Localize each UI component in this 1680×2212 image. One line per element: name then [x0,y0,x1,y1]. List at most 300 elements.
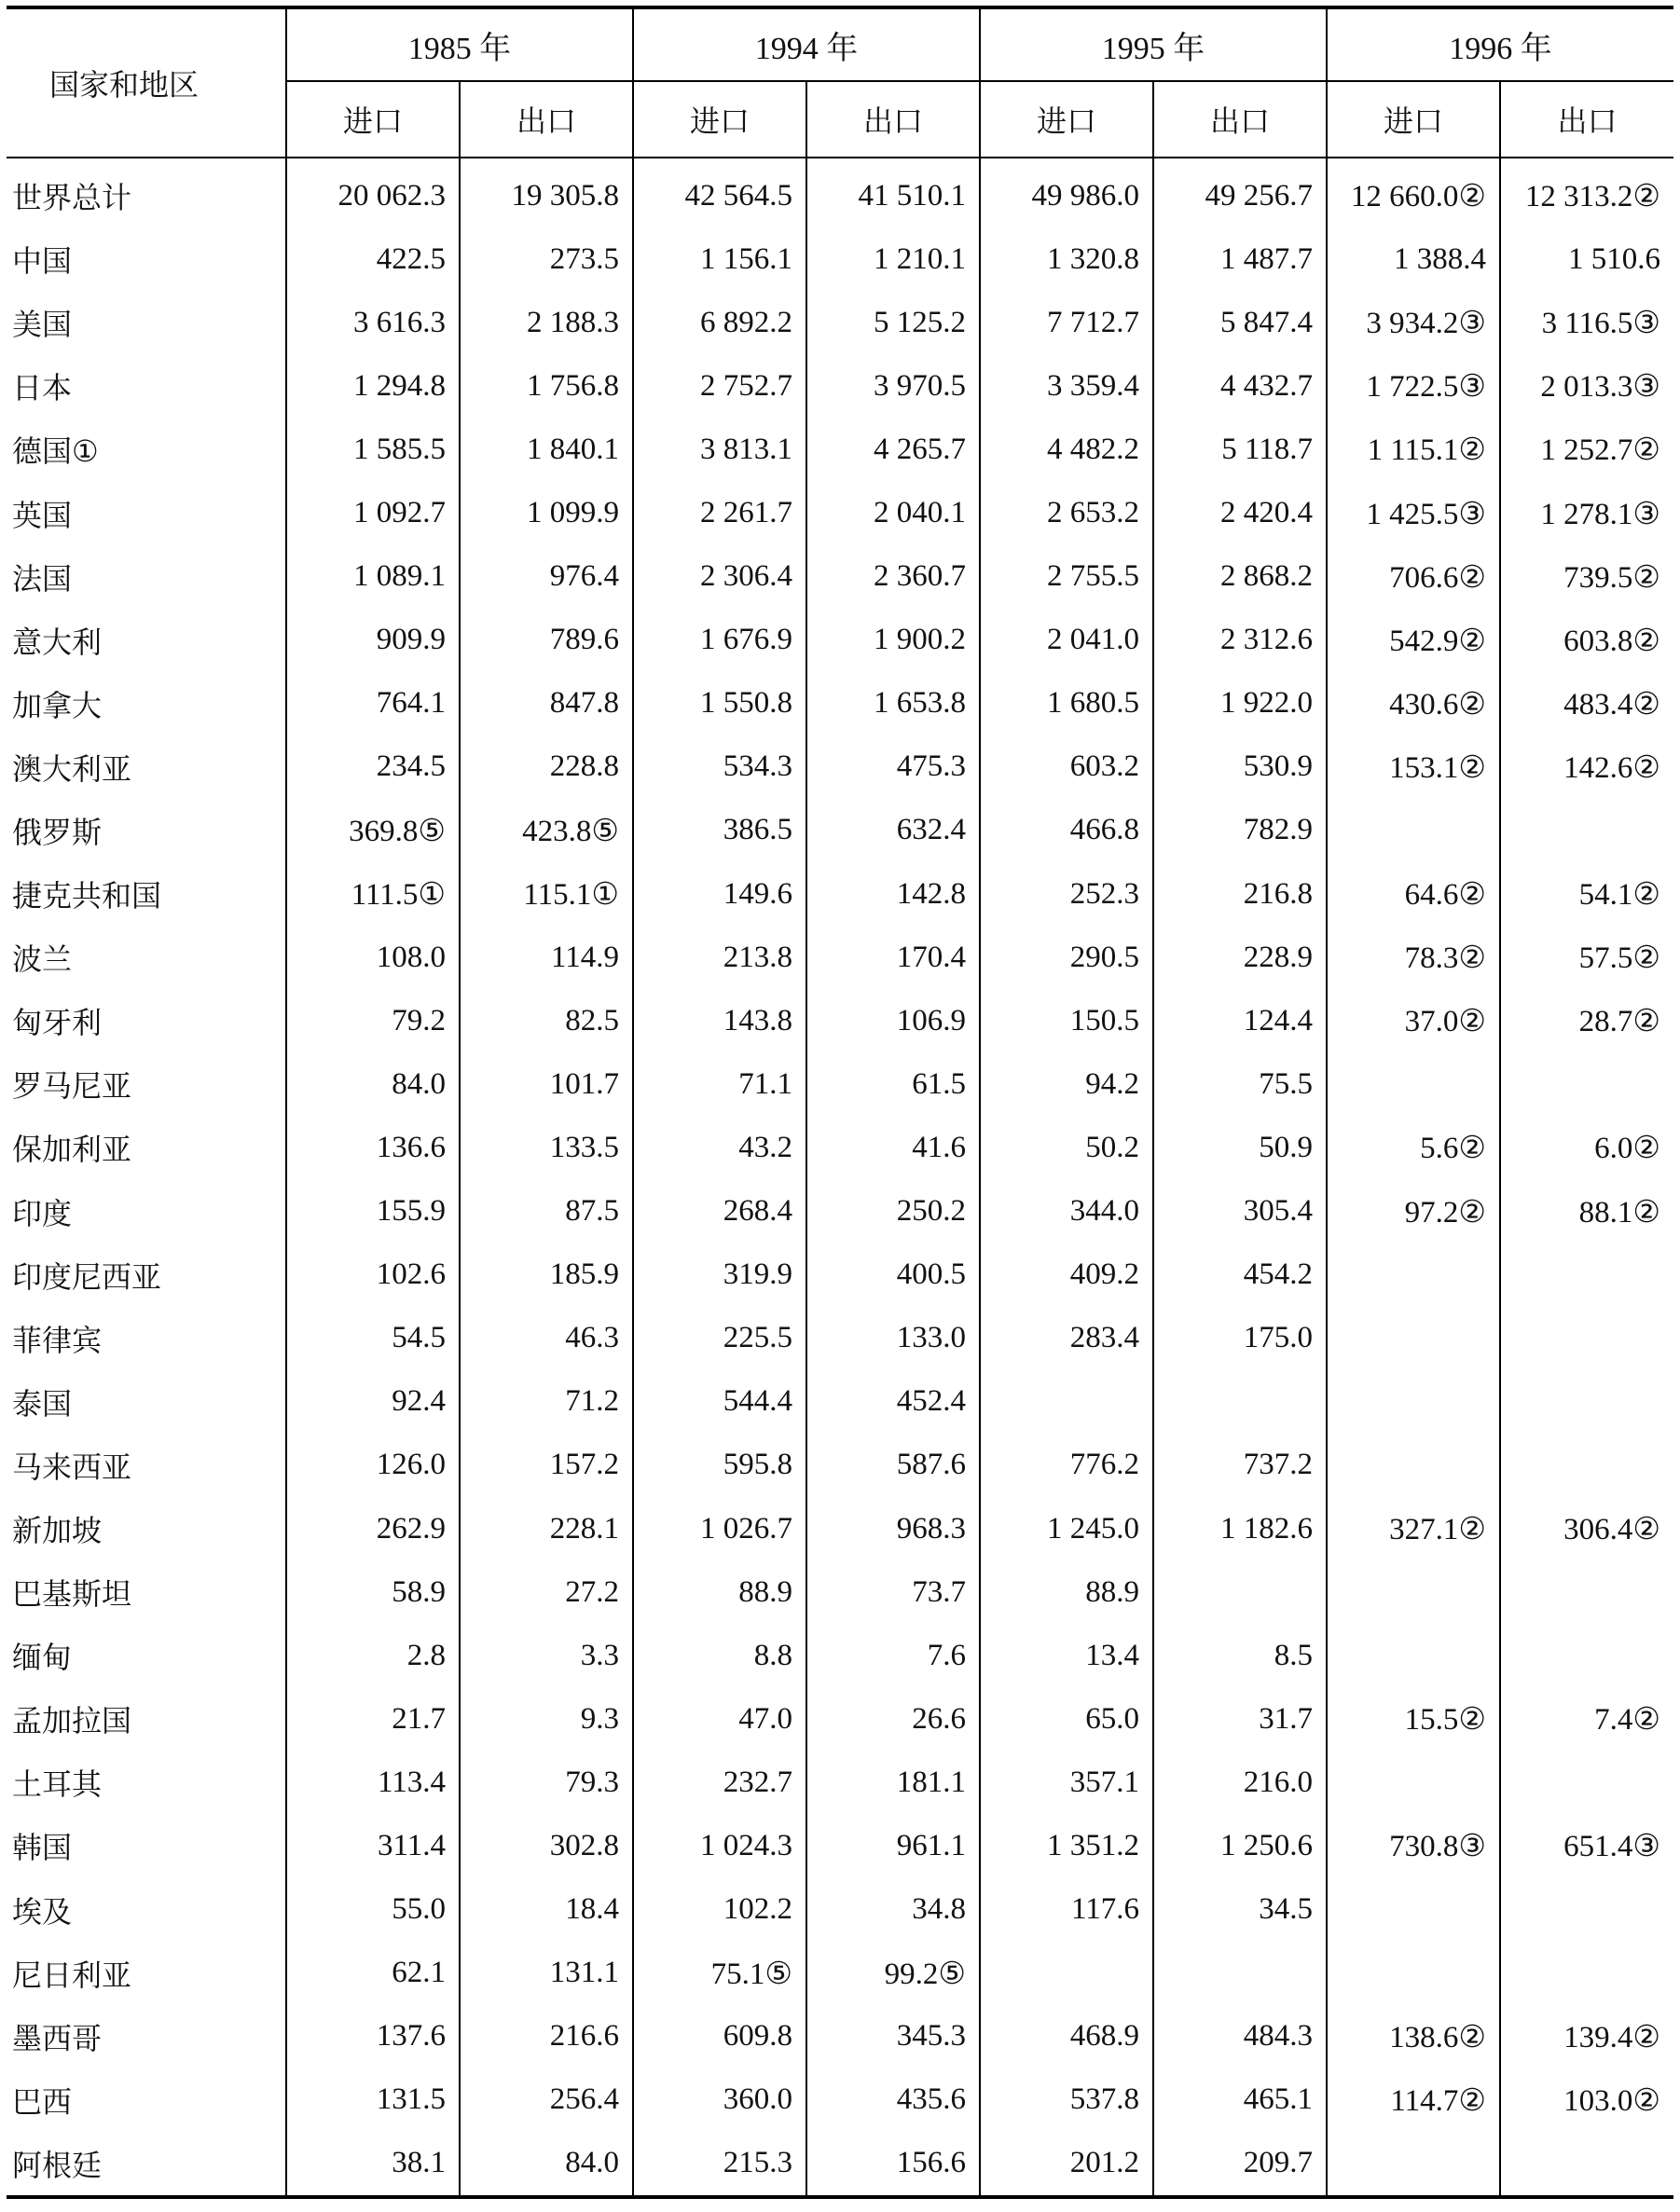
export-1985-cell: 27.2 [460,1560,633,1624]
trade-table [7,6,1673,2199]
trade-table-page [7,6,1673,2199]
import-1985-cell: 262.9 [286,1497,460,1560]
region-name-cell: 中国 [12,243,73,280]
import-column-header: 进口 [633,81,806,158]
import-1994-cell: 544.4 [633,1370,806,1434]
export-1994-cell: 142.8 [806,862,980,926]
import-1994-cell: 71.1 [633,1052,806,1116]
export-1995-cell: 782.9 [1153,799,1327,862]
year-header: 1996 年 [1327,7,1673,81]
import-1994-cell: 213.8 [633,926,806,989]
export-1985-cell: 847.8 [460,672,633,735]
region-name-cell: 阿根廷 [12,2147,103,2183]
export-1985-cell: 423.8⑤ [460,799,633,862]
export-column-header: 出口 [460,81,633,158]
import-1994-cell: 225.5 [633,1307,806,1370]
export-1995-cell: 305.4 [1153,1180,1327,1243]
import-1994-cell: 1 156.1 [633,227,806,291]
export-1994-cell: 961.1 [806,1814,980,1877]
region-name-cell: 罗马尼亚 [12,1068,132,1105]
export-1995-cell: 5 118.7 [1153,418,1327,481]
region-name-cell: 土耳其 [12,1766,103,1803]
import-1994-cell: 386.5 [633,799,806,862]
import-1985-cell: 21.7 [286,1687,460,1751]
region-name-cell: 澳大利亚 [12,750,132,787]
import-1996-cell [1327,1370,1500,1434]
table-header [7,7,1673,158]
import-1994-cell: 360.0 [633,2068,806,2132]
export-1995-cell: 216.8 [1153,862,1327,926]
import-1994-cell: 8.8 [633,1624,806,1687]
import-1985-cell: 131.5 [286,2068,460,2132]
export-1985-cell: 976.4 [460,545,633,609]
table-row [7,1687,1673,1751]
import-1996-cell [1327,1307,1500,1370]
export-1996-cell [1500,1942,1673,2005]
export-1985-cell: 79.3 [460,1751,633,1814]
export-1995-cell: 484.3 [1153,2005,1327,2068]
export-1996-cell: 651.4③ [1500,1814,1673,1877]
import-1985-cell: 108.0 [286,926,460,989]
region-name-cell: 俄罗斯 [12,814,103,850]
export-1996-cell [1500,1307,1673,1370]
import-1996-cell: 37.0② [1327,989,1500,1052]
export-1995-cell: 2 312.6 [1153,609,1327,672]
export-1995-cell: 209.7 [1153,2132,1327,2197]
year-header: 1994 年 [633,7,980,81]
import-1994-cell: 1 026.7 [633,1497,806,1560]
import-1995-cell: 344.0 [980,1180,1153,1243]
export-1996-cell: 3 116.5③ [1500,291,1673,354]
import-1995-cell: 94.2 [980,1052,1153,1116]
export-1985-cell: 84.0 [460,2132,633,2197]
export-1994-cell: 250.2 [806,1180,980,1243]
table-row [7,926,1673,989]
export-1994-cell: 156.6 [806,2132,980,2197]
import-1995-cell: 50.2 [980,1116,1153,1179]
import-1996-cell: 1 388.4 [1327,227,1500,291]
export-1994-cell: 41 510.1 [806,158,980,227]
import-1995-cell: 2 041.0 [980,609,1153,672]
import-1994-cell: 43.2 [633,1116,806,1179]
import-1996-cell [1327,1751,1500,1814]
export-1996-cell: 28.7② [1500,989,1673,1052]
export-1995-cell: 737.2 [1153,1434,1327,1497]
export-1996-cell: 6.0② [1500,1116,1673,1179]
export-1994-cell: 133.0 [806,1307,980,1370]
export-1985-cell: 302.8 [460,1814,633,1877]
region-name-cell: 加拿大 [12,687,103,723]
export-1985-cell: 115.1① [460,862,633,926]
export-1985-cell: 131.1 [460,1942,633,2005]
export-1996-cell: 142.6② [1500,735,1673,799]
import-1994-cell: 102.2 [633,1878,806,1942]
export-1996-cell [1500,1624,1673,1687]
import-1994-cell: 215.3 [633,2132,806,2197]
export-1996-cell: 57.5② [1500,926,1673,989]
import-1985-cell: 234.5 [286,735,460,799]
export-1995-cell: 8.5 [1153,1624,1327,1687]
export-1995-cell [1153,1370,1327,1434]
region-name-cell: 孟加拉国 [12,1703,132,1739]
import-1996-cell [1327,1434,1500,1497]
import-1996-cell [1327,1942,1500,2005]
import-1994-cell: 268.4 [633,1180,806,1243]
export-1995-cell: 175.0 [1153,1307,1327,1370]
export-1994-cell: 61.5 [806,1052,980,1116]
export-1995-cell: 216.0 [1153,1751,1327,1814]
export-1996-cell: 7.4② [1500,1687,1673,1751]
region-name-cell: 巴基斯坦 [12,1576,132,1613]
export-1985-cell: 1 756.8 [460,354,633,418]
region-name-cell: 缅甸 [12,1640,73,1676]
table-row [7,227,1673,291]
table-row [7,2005,1673,2068]
import-1995-cell: 466.8 [980,799,1153,862]
export-1994-cell: 26.6 [806,1687,980,1751]
import-1995-cell: 88.9 [980,1560,1153,1624]
export-1985-cell: 2 188.3 [460,291,633,354]
export-1985-cell: 46.3 [460,1307,633,1370]
import-1994-cell: 2 306.4 [633,545,806,609]
import-1995-cell [980,1370,1153,1434]
import-1985-cell: 1 092.7 [286,481,460,544]
region-name-cell: 马来西亚 [12,1449,132,1485]
import-1985-cell: 84.0 [286,1052,460,1116]
import-1985-cell: 155.9 [286,1180,460,1243]
import-1995-cell: 283.4 [980,1307,1153,1370]
import-1985-cell: 111.5① [286,862,460,926]
export-1996-cell: 739.5② [1500,545,1673,609]
export-1985-cell: 228.1 [460,1497,633,1560]
export-1994-cell: 2 360.7 [806,545,980,609]
table-row [7,1370,1673,1434]
import-1996-cell: 327.1② [1327,1497,1500,1560]
import-1985-cell: 58.9 [286,1560,460,1624]
region-name-cell: 菲律宾 [12,1322,103,1358]
import-1994-cell: 595.8 [633,1434,806,1497]
import-1996-cell: 730.8③ [1327,1814,1500,1877]
import-1996-cell: 97.2② [1327,1180,1500,1243]
import-1995-cell: 537.8 [980,2068,1153,2132]
import-1994-cell: 2 752.7 [633,354,806,418]
table-row [7,1052,1673,1116]
import-1994-cell: 1 676.9 [633,609,806,672]
import-1996-cell [1327,1052,1500,1116]
table-row [7,1434,1673,1497]
export-1994-cell: 2 040.1 [806,481,980,544]
region-name-cell: 波兰 [12,941,73,978]
export-1985-cell: 1 840.1 [460,418,633,481]
export-1994-cell: 41.6 [806,1116,980,1179]
export-1994-cell: 435.6 [806,2068,980,2132]
region-name-cell: 意大利 [12,624,103,660]
export-1985-cell: 157.2 [460,1434,633,1497]
import-1995-cell: 150.5 [980,989,1153,1052]
export-1985-cell: 3.3 [460,1624,633,1687]
import-1996-cell [1327,1243,1500,1307]
header-row-years [7,7,1673,81]
table-row [7,1307,1673,1370]
export-1985-cell: 87.5 [460,1180,633,1243]
import-1985-cell: 136.6 [286,1116,460,1179]
export-1995-cell: 228.9 [1153,926,1327,989]
export-column-header: 出口 [806,81,980,158]
import-1995-cell: 1 351.2 [980,1814,1153,1877]
table-row [7,2068,1673,2132]
import-1994-cell: 1 550.8 [633,672,806,735]
export-1996-cell [1500,799,1673,862]
export-1995-cell: 34.5 [1153,1878,1327,1942]
region-name-cell: 新加坡 [12,1513,103,1549]
export-1985-cell: 228.8 [460,735,633,799]
year-header: 1995 年 [980,7,1327,81]
region-name-cell: 德国① [12,433,99,470]
import-1985-cell: 1 089.1 [286,545,460,609]
export-1996-cell [1500,1370,1673,1434]
region-name-cell: 尼日利亚 [12,1957,132,1993]
export-1985-cell: 133.5 [460,1116,633,1179]
import-1995-cell: 357.1 [980,1751,1153,1814]
import-1985-cell: 38.1 [286,2132,460,2197]
import-1994-cell: 534.3 [633,735,806,799]
import-1996-cell: 15.5② [1327,1687,1500,1751]
export-1996-cell: 306.4② [1500,1497,1673,1560]
import-1985-cell: 62.1 [286,1942,460,2005]
import-1985-cell: 126.0 [286,1434,460,1497]
region-name-cell: 法国 [12,560,73,597]
import-1985-cell: 137.6 [286,2005,460,2068]
import-1995-cell: 2 755.5 [980,545,1153,609]
export-1996-cell: 1 510.6 [1500,227,1673,291]
import-1996-cell: 153.1② [1327,735,1500,799]
export-1994-cell: 170.4 [806,926,980,989]
import-1996-cell: 1 722.5③ [1327,354,1500,418]
export-1995-cell: 2 868.2 [1153,545,1327,609]
import-1985-cell: 2.8 [286,1624,460,1687]
table-row [7,1878,1673,1942]
table-row [7,291,1673,354]
table-row [7,1116,1673,1179]
table-body [7,158,1673,2197]
import-1994-cell: 2 261.7 [633,481,806,544]
region-name-cell: 墨西哥 [12,2020,103,2056]
export-1996-cell: 483.4② [1500,672,1673,735]
import-1994-cell: 42 564.5 [633,158,806,227]
import-1995-cell: 4 482.2 [980,418,1153,481]
import-column-header: 进口 [1327,81,1500,158]
export-1996-cell: 1 278.1③ [1500,481,1673,544]
export-1994-cell: 181.1 [806,1751,980,1814]
import-1995-cell: 117.6 [980,1878,1153,1942]
import-1996-cell: 542.9② [1327,609,1500,672]
export-1996-cell: 1 252.7② [1500,418,1673,481]
export-1996-cell: 12 313.2② [1500,158,1673,227]
export-1995-cell: 5 847.4 [1153,291,1327,354]
import-1994-cell: 319.9 [633,1243,806,1307]
export-1994-cell: 7.6 [806,1624,980,1687]
import-1996-cell: 1 115.1② [1327,418,1500,481]
import-1994-cell: 609.8 [633,2005,806,2068]
import-1985-cell: 369.8⑤ [286,799,460,862]
import-1996-cell: 138.6② [1327,2005,1500,2068]
export-1995-cell [1153,1560,1327,1624]
export-1994-cell: 345.3 [806,2005,980,2068]
table-row [7,545,1673,609]
region-name-cell: 捷克共和国 [12,878,162,914]
export-1996-cell: 54.1② [1500,862,1673,926]
import-1996-cell [1327,2132,1500,2197]
table-row [7,672,1673,735]
export-1995-cell: 1 182.6 [1153,1497,1327,1560]
import-1985-cell: 54.5 [286,1307,460,1370]
region-name-cell: 日本 [12,370,73,406]
import-1995-cell: 3 359.4 [980,354,1153,418]
export-1996-cell: 103.0② [1500,2068,1673,2132]
table-row [7,735,1673,799]
import-1985-cell: 102.6 [286,1243,460,1307]
export-1994-cell: 587.6 [806,1434,980,1497]
export-1994-cell: 99.2⑤ [806,1942,980,2005]
import-1995-cell: 1 320.8 [980,227,1153,291]
region-name-cell: 印度尼西亚 [12,1258,162,1295]
region-name-cell: 巴西 [12,2083,73,2120]
import-1985-cell: 92.4 [286,1370,460,1434]
region-column-header: 国家和地区 [7,7,286,158]
export-1995-cell: 1 922.0 [1153,672,1327,735]
export-1996-cell: 2 013.3③ [1500,354,1673,418]
export-1995-cell: 75.5 [1153,1052,1327,1116]
year-header: 1985 年 [286,7,633,81]
import-1996-cell: 114.7② [1327,2068,1500,2132]
import-1985-cell: 311.4 [286,1814,460,1877]
import-1994-cell: 1 024.3 [633,1814,806,1877]
export-1985-cell: 216.6 [460,2005,633,2068]
import-1995-cell: 409.2 [980,1243,1153,1307]
export-1995-cell: 1 487.7 [1153,227,1327,291]
export-1985-cell: 9.3 [460,1687,633,1751]
export-1996-cell [1500,1434,1673,1497]
export-1985-cell: 19 305.8 [460,158,633,227]
export-1994-cell: 968.3 [806,1497,980,1560]
export-1994-cell: 73.7 [806,1560,980,1624]
export-1996-cell: 139.4② [1500,2005,1673,2068]
import-1994-cell: 143.8 [633,989,806,1052]
table-row [7,158,1673,227]
export-1994-cell: 475.3 [806,735,980,799]
export-1996-cell [1500,1751,1673,1814]
export-1985-cell: 185.9 [460,1243,633,1307]
import-1985-cell: 79.2 [286,989,460,1052]
export-1985-cell: 256.4 [460,2068,633,2132]
export-1996-cell: 603.8② [1500,609,1673,672]
region-name-cell: 印度 [12,1195,73,1231]
table-row [7,1180,1673,1243]
export-1994-cell: 1 210.1 [806,227,980,291]
table-row [7,1560,1673,1624]
export-1996-cell [1500,2132,1673,2197]
export-1985-cell: 18.4 [460,1878,633,1942]
export-1995-cell: 2 420.4 [1153,481,1327,544]
export-1995-cell [1153,1942,1327,2005]
export-1995-cell: 1 250.6 [1153,1814,1327,1877]
import-1996-cell: 1 425.5③ [1327,481,1500,544]
import-1985-cell: 422.5 [286,227,460,291]
import-1995-cell: 1 680.5 [980,672,1153,735]
import-1995-cell: 7 712.7 [980,291,1153,354]
export-1985-cell: 82.5 [460,989,633,1052]
table-row [7,862,1673,926]
export-1995-cell: 31.7 [1153,1687,1327,1751]
export-1996-cell: 88.1② [1500,1180,1673,1243]
import-1994-cell: 88.9 [633,1560,806,1624]
import-1995-cell: 290.5 [980,926,1153,989]
import-1985-cell: 3 616.3 [286,291,460,354]
export-1985-cell: 101.7 [460,1052,633,1116]
export-1994-cell: 4 265.7 [806,418,980,481]
import-1996-cell: 78.3② [1327,926,1500,989]
import-1996-cell: 64.6② [1327,862,1500,926]
import-1996-cell: 3 934.2③ [1327,291,1500,354]
export-1985-cell: 114.9 [460,926,633,989]
import-1995-cell: 65.0 [980,1687,1153,1751]
region-name-cell: 英国 [12,497,73,533]
region-name-cell: 世界总计 [12,180,132,216]
region-name-cell: 韩国 [12,1830,73,1866]
export-1994-cell: 452.4 [806,1370,980,1434]
table-row [7,609,1673,672]
table-row [7,1942,1673,2005]
export-1994-cell: 1 900.2 [806,609,980,672]
import-1994-cell: 149.6 [633,862,806,926]
export-1996-cell [1500,1052,1673,1116]
import-column-header: 进口 [286,81,460,158]
export-1994-cell: 5 125.2 [806,291,980,354]
region-name-cell: 保加利亚 [12,1132,132,1168]
export-1985-cell: 1 099.9 [460,481,633,544]
table-row [7,1624,1673,1687]
import-1996-cell: 12 660.0② [1327,158,1500,227]
import-1996-cell: 430.6② [1327,672,1500,735]
export-column-header: 出口 [1500,81,1673,158]
table-row [7,799,1673,862]
import-1994-cell: 47.0 [633,1687,806,1751]
export-1995-cell: 49 256.7 [1153,158,1327,227]
export-1995-cell: 4 432.7 [1153,354,1327,418]
table-row [7,1751,1673,1814]
export-1994-cell: 106.9 [806,989,980,1052]
import-1994-cell: 75.1⑤ [633,1942,806,2005]
table-row [7,1243,1673,1307]
table-row [7,989,1673,1052]
import-column-header: 进口 [980,81,1153,158]
table-row [7,418,1673,481]
export-1996-cell [1500,1878,1673,1942]
import-1996-cell: 5.6② [1327,1116,1500,1179]
import-1996-cell [1327,1560,1500,1624]
table-row [7,1814,1673,1877]
import-1996-cell [1327,1878,1500,1942]
import-1985-cell: 113.4 [286,1751,460,1814]
import-1995-cell: 13.4 [980,1624,1153,1687]
import-1985-cell: 1 585.5 [286,418,460,481]
import-1995-cell: 1 245.0 [980,1497,1153,1560]
export-1995-cell: 454.2 [1153,1243,1327,1307]
import-1985-cell: 764.1 [286,672,460,735]
import-1994-cell: 6 892.2 [633,291,806,354]
region-name-cell: 美国 [12,307,73,343]
export-1985-cell: 789.6 [460,609,633,672]
